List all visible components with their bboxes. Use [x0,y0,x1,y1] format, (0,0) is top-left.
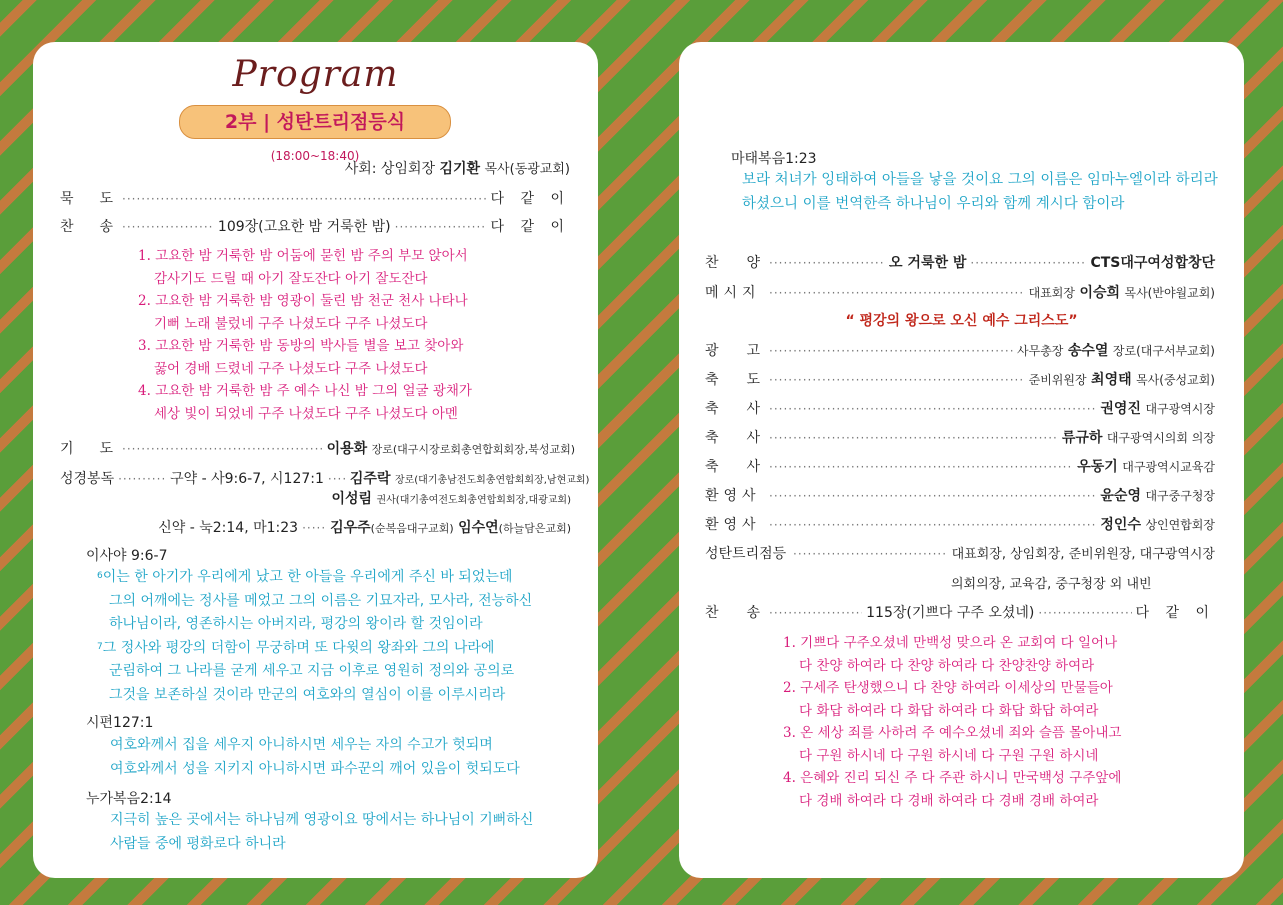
reader1-role: 장로(대기총남전도회총연합회회장,남현교회) [394,475,590,486]
lyric-line: 다 화답 하여라 다 화답 하여라 다 화답 화답 하여라 [799,702,1099,719]
host-role: 목사(동광교회) [484,162,570,177]
row-label: 묵도 [60,191,140,207]
welcome2-role: 상인연합회장 [1145,518,1215,532]
blessing-role: 목사(중성교회) [1136,373,1215,387]
lyric-line: 4. 고요한 밤 거룩한 밤 주 예수 나신 밤 그의 얼굴 광채가 [138,383,472,399]
dot-leader [769,606,862,620]
hymn-title: 109장(고요한 밤 거룩한 밤) [217,219,391,235]
lyric-line: 2. 구세주 탄생했으니 다 찬양 하여라 이세상의 만물들아 [783,680,1113,696]
blessing-name: 최영태 [1091,372,1132,388]
row-label: 축사 [705,430,789,446]
row-label: 기도 [60,441,140,457]
row-congrats-3 [705,456,1215,476]
reader2-role: 권사(대기총여전도회총연합회회장,대광교회) [376,495,571,506]
dot-leader [769,402,1096,416]
program-left-panel [33,42,598,878]
row-blessing [705,369,1215,389]
row-message [705,282,1215,302]
dot-leader [769,286,1025,300]
welcome1-name: 윤순영 [1100,488,1141,504]
row-label: 찬송 [60,219,140,235]
verse-line [97,566,532,590]
lyric-line: 기뻐 노래 불렀네 구주 나셨도다 구주 나셨도다 [154,315,428,332]
anthem-title: 오 거룩한 밤 [889,255,967,271]
psalm-ref: 시편127:1 [86,715,154,731]
row-label: 축도 [705,372,789,388]
row-label: 성탄트리점등 [705,546,787,562]
dot-leader [328,472,346,486]
dot-leader [970,256,1086,270]
row-label: 성경봉독 [60,471,115,487]
lyric-line: 2. 고요한 밤 거룩한 밤 영광이 둘린 밤 천군 천사 나타나 [138,293,468,309]
congrats1-role: 대구광역시장 [1145,402,1215,416]
reader3-role: (순복음대구교회) [370,522,454,535]
verse-line [97,637,532,661]
luke-ref: 누가복음2:14 [86,791,172,807]
lyric-line: 꿇어 경배 드렸네 구주 나셨도다 구주 나셨도다 [154,360,428,377]
verse-text: 그 정사와 평강의 더함이 무궁하며 또 다윗의 왕좌와 그의 나라에 [102,639,495,656]
psalm-verses [110,734,520,781]
verse-number: 7 [97,641,103,652]
dot-leader [769,518,1096,532]
row-label: 축사 [705,459,789,475]
reader3-name: 김우주 [330,520,371,536]
nt-reading: 신약 - 눅2:14, 마1:23 [158,520,299,536]
row-reading-3 [158,517,571,537]
lyric-line: 세상 빛이 되었네 구주 나셨도다 구주 나셨도다 아멘 [154,405,458,422]
verse-line: 하나님이라, 영존하시는 아버지라, 평강의 왕이라 할 것임이라 [109,616,483,632]
dot-leader [769,431,1058,445]
announce-role: 장로(대구서부교회) [1112,344,1215,358]
lighting-value: 대표회장, 상임회장, 준비위원장, 대구광역시장 [951,547,1215,562]
lighting-value-2: 의회의장, 교육감, 중구청장 외 내빈 [951,577,1152,592]
row-label: 축사 [705,401,789,417]
reader2-name: 이성림 [331,491,373,507]
reader1-name: 김주락 [349,471,391,487]
verse-line: 하셨으니 이를 번역한즉 하나님이 우리와 함께 계시다 함이라 [742,195,1125,212]
row-value: 다 같 이 [1135,605,1215,621]
dot-leader [1038,606,1131,620]
host-name: 김기환 [439,161,481,177]
row-hymn-115 [705,602,1215,622]
congrats2-role: 대구광역시의회 의장 [1106,431,1215,445]
verse-line: 여호와께서 성을 지키지 아니하시면 파수꾼의 깨어 있음이 헛되도다 [110,760,520,777]
hymn-title: 115장(기쁘다 구주 오셨네) [866,605,1035,621]
prayer-name: 이용화 [326,441,368,457]
hymn-115-lyrics [783,632,1121,812]
verse-line: 그것을 보존하실 것이라 만군의 여호와의 열심이 이를 이루시리라 [109,686,506,703]
matthew-verses [742,169,1218,216]
congrats1-name: 권영진 [1100,401,1141,417]
hymn-109-lyrics [138,245,472,425]
row-announce [705,340,1215,360]
row-value: 다 같 이 [490,219,571,235]
row-anthem [705,252,1215,272]
congrats3-name: 우동기 [1077,459,1118,475]
dot-leader [122,442,323,456]
dot-leader [302,521,326,535]
verse-number: 6 [97,571,103,581]
message-pre: 대표회장 [1028,286,1075,300]
reader4-role: (하늘담은교회) [498,522,571,535]
row-reading-2 [331,488,571,508]
dot-leader [769,256,885,270]
dot-leader [769,460,1073,474]
dot-leader [122,192,487,206]
row-label: 광고 [705,343,789,359]
verse-line: 지극히 높은 곳에서는 하나님께 영광이요 땅에서는 하나님이 기뻐하신 [110,812,534,828]
lyric-line: 3. 고요한 밤 거룩한 밤 동방의 박사들 별을 보고 찾아와 [138,338,464,354]
row-label: 찬양 [705,255,789,271]
congrats2-name: 류규하 [1061,430,1103,446]
matthew-ref: 마태복음1:23 [731,151,817,167]
welcome2-name: 정인수 [1100,517,1141,533]
message-name: 이승희 [1079,285,1121,301]
luke-verses [110,809,533,856]
dot-leader [793,547,948,561]
row-label: 메시지 [705,285,761,301]
message-role: 목사(반야월교회) [1124,286,1215,300]
announce-name: 송수열 [1067,343,1109,359]
row-congrats-2 [705,427,1215,447]
isaiah-verses [97,566,532,707]
row-hymn [60,216,570,236]
host-label: 사회: 상임회장 [344,161,436,177]
lyric-line: 4. 은혜와 진리 되신 주 다 주관 하시니 만국백성 구주앞에 [783,770,1122,786]
verse-line: 보라 처녀가 잉태하여 아들을 낳을 것이요 그의 이름은 임마누엘이라 하리라 [742,172,1218,188]
dot-leader [769,489,1096,503]
announce-pre: 사무총장 [1017,344,1064,358]
row-value: CTS대구여성합창단 [1090,255,1216,271]
lyric-line: 1. 고요한 밤 거룩한 밤 어둠에 묻힌 밤 주의 부모 앉아서 [138,248,468,264]
row-prayer [60,438,575,458]
row-silent-prayer [60,188,570,208]
reader4-name: 임수연 [458,520,499,536]
isaiah-ref: 이사야 9:6-7 [86,548,168,564]
message-title: “ 평강의 왕으로 오신 예수 그리스도” [845,313,1078,329]
row-label: 찬송 [705,605,789,621]
lyric-line: 다 찬양 하여라 다 찬양 하여라 다 찬양찬양 하여라 [799,657,1095,674]
row-welcome-2 [705,514,1215,534]
row-label: 환영사 [705,517,761,533]
part-title: 2부 | 성탄트리점등식 [224,111,406,133]
part-time: (18:00~18:40) [270,149,360,163]
host-line [345,158,570,178]
lyric-line: 다 구원 하시네 다 구원 하시네 다 구원 구원 하시네 [799,747,1099,764]
lyric-line: 감사기도 드릴 때 아기 잘도잔다 아기 잘도잔다 [154,270,428,287]
verse-line: 여호와께서 집을 세우지 아니하시면 세우는 자의 수고가 헛되며 [110,737,493,753]
blessing-pre: 준비위원장 [1028,373,1087,387]
row-lighting [705,543,1215,563]
dot-leader [122,220,214,234]
row-welcome-1 [705,485,1215,505]
dot-leader [769,373,1025,387]
row-value: 다 같 이 [490,191,570,207]
lyric-line: 3. 온 세상 죄를 사하려 주 예수오셨네 죄와 슬픔 몰아내고 [783,725,1122,741]
dot-leader [769,344,1013,358]
lyric-line: 1. 기쁘다 구주오셨네 만백성 맞으라 온 교회여 다 일어나 [783,635,1118,651]
program-logo: Program [232,54,399,95]
program-right-panel [679,42,1244,878]
verse-line: 사람들 중에 평화로다 하니라 [110,835,286,852]
dot-leader [118,472,166,486]
congrats3-role: 대구광역시교육감 [1122,460,1215,474]
verse-line: 군림하여 그 나라를 굳게 세우고 지금 이후로 영원히 정의와 공의로 [109,663,515,679]
row-congrats-1 [705,398,1215,418]
row-reading [60,468,590,488]
row-label: 환영사 [705,488,761,504]
part-title-badge [179,105,451,163]
dot-leader [395,220,487,234]
ot-reading: 구약 - 사9:6-7, 시127:1 [170,471,324,487]
lyric-line: 다 경배 하여라 다 경배 하여라 다 경배 경배 하여라 [799,792,1099,809]
welcome1-role: 대구중구청장 [1145,489,1215,503]
prayer-role: 장로(대구시장로회총연합회회장,북성교회) [371,443,575,456]
verse-line: 그의 어깨에는 정사를 메었고 그의 이름은 기묘자라, 모사라, 전능하신 [109,592,533,609]
verse-text: 이는 한 아기가 우리에게 났고 한 아들을 우리에게 주신 바 되었는데 [102,569,513,585]
